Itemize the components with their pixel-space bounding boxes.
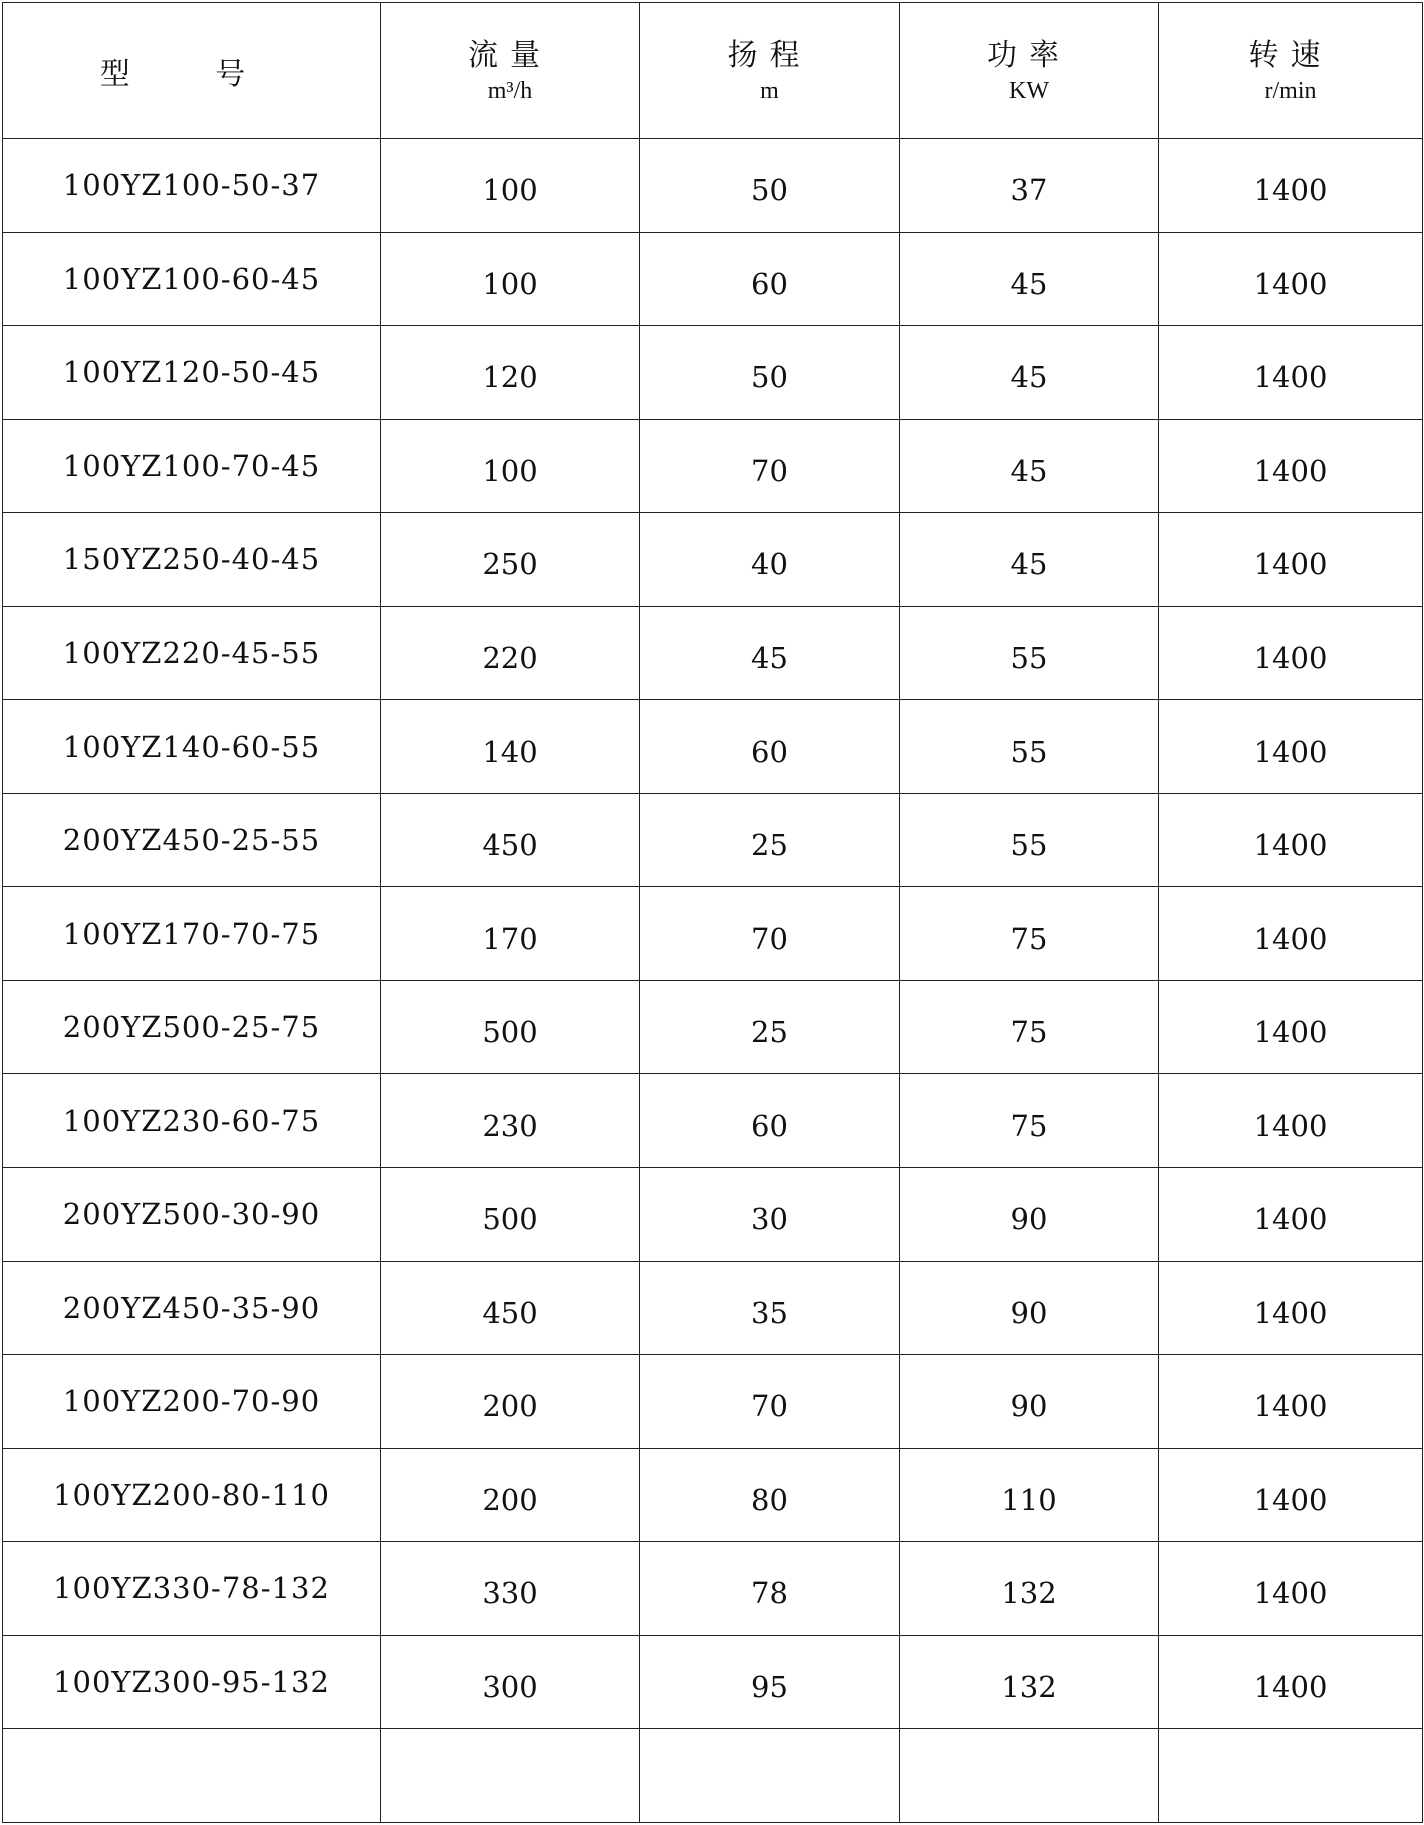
cell-power: [900, 606, 1159, 700]
cell-power-value: 75: [1010, 921, 1048, 956]
cell-flow-value: 250: [482, 547, 538, 582]
header-flow-label: 流量: [468, 37, 552, 73]
cell-model: [3, 1261, 381, 1355]
cell-model: [3, 1542, 381, 1636]
cell-head-value: 78: [751, 1576, 788, 1611]
cell-speed-value: 1400: [1253, 734, 1328, 769]
cell-speed: [1159, 1355, 1423, 1449]
cell-power: [900, 1729, 1159, 1823]
header-head-label: 扬程: [727, 37, 812, 73]
cell-head-value: 50: [751, 173, 788, 208]
cell-head: [640, 139, 900, 233]
cell-head-value: 60: [751, 1108, 788, 1143]
cell-head: [640, 1542, 900, 1636]
table-row: [3, 980, 1423, 1074]
cell-model: [3, 1168, 381, 1262]
table-row: [3, 700, 1423, 794]
cell-head: [640, 1168, 900, 1262]
cell-speed: [1159, 326, 1423, 420]
pump-spec-table: [2, 2, 1423, 1823]
header-model-label: 型 号: [99, 56, 284, 92]
cell-head-value: 45: [751, 641, 788, 675]
cell-speed: [1159, 1168, 1423, 1262]
cell-power: [900, 1355, 1159, 1449]
cell-power-value: 45: [1010, 360, 1048, 395]
cell-flow-value: 450: [482, 828, 538, 863]
cell-speed: [1159, 980, 1423, 1074]
cell-model: [3, 232, 381, 326]
cell-flow: [381, 700, 640, 794]
cell-power-value: 132: [1001, 1576, 1057, 1611]
table-row: [3, 232, 1423, 326]
table-row: [3, 419, 1423, 513]
cell-power: [900, 1074, 1159, 1168]
cell-speed: [1159, 1729, 1423, 1823]
cell-power-value: 55: [1010, 734, 1048, 769]
cell-head: [640, 1729, 900, 1823]
cell-speed: [1159, 513, 1423, 607]
cell-model-value: 100YZ330-78-132: [53, 1571, 330, 1606]
cell-flow-value: 230: [482, 1108, 538, 1143]
cell-model-value: 100YZ220-45-55: [62, 636, 321, 670]
cell-power: [900, 887, 1159, 981]
cell-model-value: 100YZ200-70-90: [62, 1384, 321, 1419]
cell-speed-value: 1400: [1253, 266, 1328, 301]
header-speed-unit: r/min: [1264, 77, 1317, 104]
cell-model: [3, 419, 381, 513]
cell-head: [640, 1448, 900, 1542]
cell-head: [640, 419, 900, 513]
cell-head: [640, 1261, 900, 1355]
cell-model: [3, 1635, 381, 1729]
cell-head: [640, 1074, 900, 1168]
cell-speed-value: 1400: [1253, 1389, 1328, 1424]
cell-speed-value: 1400: [1253, 1015, 1328, 1050]
cell-flow: [381, 606, 640, 700]
cell-head: [640, 232, 900, 326]
cell-flow-value: 120: [482, 360, 538, 395]
cell-power-value: 132: [1001, 1670, 1057, 1705]
cell-power-value: 90: [1010, 1389, 1048, 1424]
cell-head: [640, 606, 900, 700]
cell-speed-value: 1400: [1253, 1576, 1328, 1611]
cell-flow-value: 200: [482, 1482, 538, 1517]
cell-speed: [1159, 1448, 1423, 1542]
cell-model: [3, 606, 381, 700]
header-speed: [1159, 3, 1423, 139]
cell-flow: [381, 1261, 640, 1355]
cell-flow: [381, 1542, 640, 1636]
cell-speed: [1159, 1635, 1423, 1729]
header-row: [3, 3, 1423, 139]
cell-head-value: 70: [751, 1389, 788, 1424]
cell-head: [640, 1355, 900, 1449]
table-row: [3, 1168, 1423, 1262]
cell-speed-value: 1400: [1253, 641, 1328, 675]
cell-head-value: 95: [751, 1670, 788, 1705]
table-row: [3, 1355, 1423, 1449]
cell-power-value: 75: [1010, 1015, 1048, 1050]
cell-flow-value: 500: [482, 1015, 538, 1050]
table-row: [3, 513, 1423, 607]
cell-model: [3, 887, 381, 981]
table-row: [3, 1074, 1423, 1168]
cell-power: [900, 232, 1159, 326]
cell-speed: [1159, 793, 1423, 887]
cell-flow: [381, 419, 640, 513]
cell-power: [900, 1542, 1159, 1636]
cell-flow-value: 200: [482, 1389, 538, 1424]
cell-model: [3, 1729, 381, 1823]
cell-head-value: 50: [751, 360, 788, 395]
cell-speed: [1159, 887, 1423, 981]
table-body: [3, 139, 1423, 1823]
cell-head: [640, 513, 900, 607]
cell-power: [900, 139, 1159, 233]
cell-power: [900, 980, 1159, 1074]
cell-model-value: 100YZ140-60-55: [62, 729, 321, 764]
cell-speed-value: 1400: [1253, 1482, 1328, 1517]
cell-head-value: 40: [751, 547, 788, 582]
cell-head-value: 30: [751, 1202, 788, 1237]
cell-power-value: 55: [1010, 828, 1048, 863]
cell-head-value: 60: [751, 266, 788, 301]
cell-flow: [381, 513, 640, 607]
cell-model: [3, 139, 381, 233]
cell-flow: [381, 1355, 640, 1449]
cell-model: [3, 326, 381, 420]
cell-speed-value: 1400: [1253, 828, 1328, 863]
cell-flow-value: 170: [482, 921, 538, 956]
cell-flow: [381, 1448, 640, 1542]
cell-speed: [1159, 232, 1423, 326]
cell-flow: [381, 793, 640, 887]
cell-head: [640, 326, 900, 420]
cell-flow: [381, 980, 640, 1074]
header-model: [3, 3, 381, 139]
cell-speed-value: 1400: [1253, 547, 1328, 582]
cell-model-value: 100YZ200-80-110: [53, 1477, 330, 1512]
cell-model-value: 100YZ100-70-45: [62, 448, 321, 483]
cell-flow: [381, 326, 640, 420]
cell-speed-value: 1400: [1253, 1202, 1328, 1237]
cell-speed-value: 1400: [1253, 1295, 1328, 1330]
cell-model-value: 150YZ250-40-45: [62, 542, 321, 577]
header-power-unit: KW: [1009, 77, 1049, 104]
cell-model-value: 100YZ170-70-75: [62, 916, 321, 951]
cell-speed: [1159, 139, 1423, 233]
table-row: [3, 887, 1423, 981]
cell-flow-value: 330: [482, 1576, 538, 1611]
cell-model-value: 100YZ230-60-75: [62, 1103, 321, 1138]
cell-power: [900, 1448, 1159, 1542]
cell-head: [640, 1635, 900, 1729]
cell-flow: [381, 232, 640, 326]
table-row: [3, 1729, 1423, 1823]
cell-head: [640, 793, 900, 887]
cell-power-value: 45: [1010, 266, 1048, 301]
table-row: [3, 1542, 1423, 1636]
cell-power: [900, 793, 1159, 887]
cell-power: [900, 326, 1159, 420]
cell-head-value: 25: [751, 1015, 788, 1050]
cell-model-value: 200YZ500-30-90: [62, 1197, 321, 1232]
cell-speed: [1159, 700, 1423, 794]
cell-power-value: 45: [1010, 453, 1048, 488]
cell-head-value: 35: [751, 1295, 788, 1330]
cell-model-value: 100YZ300-95-132: [53, 1665, 330, 1700]
cell-head: [640, 980, 900, 1074]
cell-flow-value: 300: [482, 1670, 538, 1705]
cell-flow-value: 100: [482, 453, 538, 488]
cell-model-value: 100YZ100-50-37: [62, 168, 321, 203]
header-head-unit: m: [760, 77, 779, 104]
cell-flow: [381, 1074, 640, 1168]
cell-model: [3, 793, 381, 887]
cell-power: [900, 1261, 1159, 1355]
cell-model-value: 100YZ100-60-45: [62, 261, 321, 296]
cell-speed-value: 1400: [1253, 173, 1328, 208]
cell-speed: [1159, 419, 1423, 513]
cell-flow: [381, 1729, 640, 1823]
cell-speed-value: 1400: [1253, 1670, 1328, 1705]
cell-model: [3, 980, 381, 1074]
cell-head-value: 70: [751, 921, 788, 956]
cell-power-value: 110: [1001, 1482, 1057, 1517]
cell-power: [900, 513, 1159, 607]
cell-head-value: 70: [751, 453, 788, 488]
cell-model-value: 200YZ450-25-55: [62, 823, 321, 858]
cell-head-value: 60: [751, 734, 788, 769]
cell-speed-value: 1400: [1253, 360, 1328, 395]
header-speed-label: 转速: [1248, 37, 1333, 73]
cell-power: [900, 700, 1159, 794]
cell-model-value: 200YZ500-25-75: [62, 1010, 321, 1045]
cell-speed-value: 1400: [1253, 1108, 1328, 1143]
cell-flow-value: 100: [482, 266, 538, 301]
cell-model: [3, 700, 381, 794]
cell-flow: [381, 139, 640, 233]
cell-speed-value: 1400: [1253, 453, 1328, 488]
cell-flow-value: 450: [482, 1295, 538, 1330]
cell-model: [3, 1355, 381, 1449]
cell-speed-value: 1400: [1253, 921, 1328, 956]
cell-flow-value: 140: [482, 734, 538, 769]
cell-head-value: 80: [751, 1482, 788, 1517]
cell-flow: [381, 887, 640, 981]
cell-model-value: 200YZ450-35-90: [62, 1290, 321, 1325]
cell-head: [640, 700, 900, 794]
cell-speed: [1159, 1542, 1423, 1636]
cell-power-value: 37: [1010, 173, 1048, 208]
cell-power-value: 45: [1010, 547, 1048, 582]
cell-power-value: 90: [1010, 1202, 1048, 1237]
cell-power: [900, 1635, 1159, 1729]
cell-flow-value: 220: [482, 641, 538, 675]
cell-flow-value: 500: [482, 1202, 538, 1237]
cell-model: [3, 1074, 381, 1168]
cell-model-value: 100YZ120-50-45: [62, 355, 321, 390]
cell-power: [900, 1168, 1159, 1262]
cell-speed: [1159, 606, 1423, 700]
table-row: [3, 1448, 1423, 1542]
table-row: [3, 1261, 1423, 1355]
cell-model: [3, 1448, 381, 1542]
table-row: [3, 793, 1423, 887]
cell-head-value: 25: [751, 828, 788, 863]
header-flow: [381, 3, 640, 139]
cell-head: [640, 887, 900, 981]
header-head: [640, 3, 900, 139]
cell-power-value: 90: [1010, 1295, 1048, 1330]
table-row: [3, 1635, 1423, 1729]
cell-power-value: 75: [1010, 1108, 1048, 1143]
header-power-label: 功率: [987, 37, 1071, 73]
table-row: [3, 139, 1423, 233]
cell-model: [3, 513, 381, 607]
table-row: [3, 326, 1423, 420]
header-power: [900, 3, 1159, 139]
cell-flow: [381, 1168, 640, 1262]
cell-flow-value: 100: [482, 173, 538, 208]
cell-flow: [381, 1635, 640, 1729]
cell-power-value: 55: [1010, 641, 1048, 675]
table-row: [3, 606, 1423, 700]
header-flow-unit: m³/h: [487, 77, 533, 104]
cell-speed: [1159, 1074, 1423, 1168]
cell-speed: [1159, 1261, 1423, 1355]
cell-power: [900, 419, 1159, 513]
